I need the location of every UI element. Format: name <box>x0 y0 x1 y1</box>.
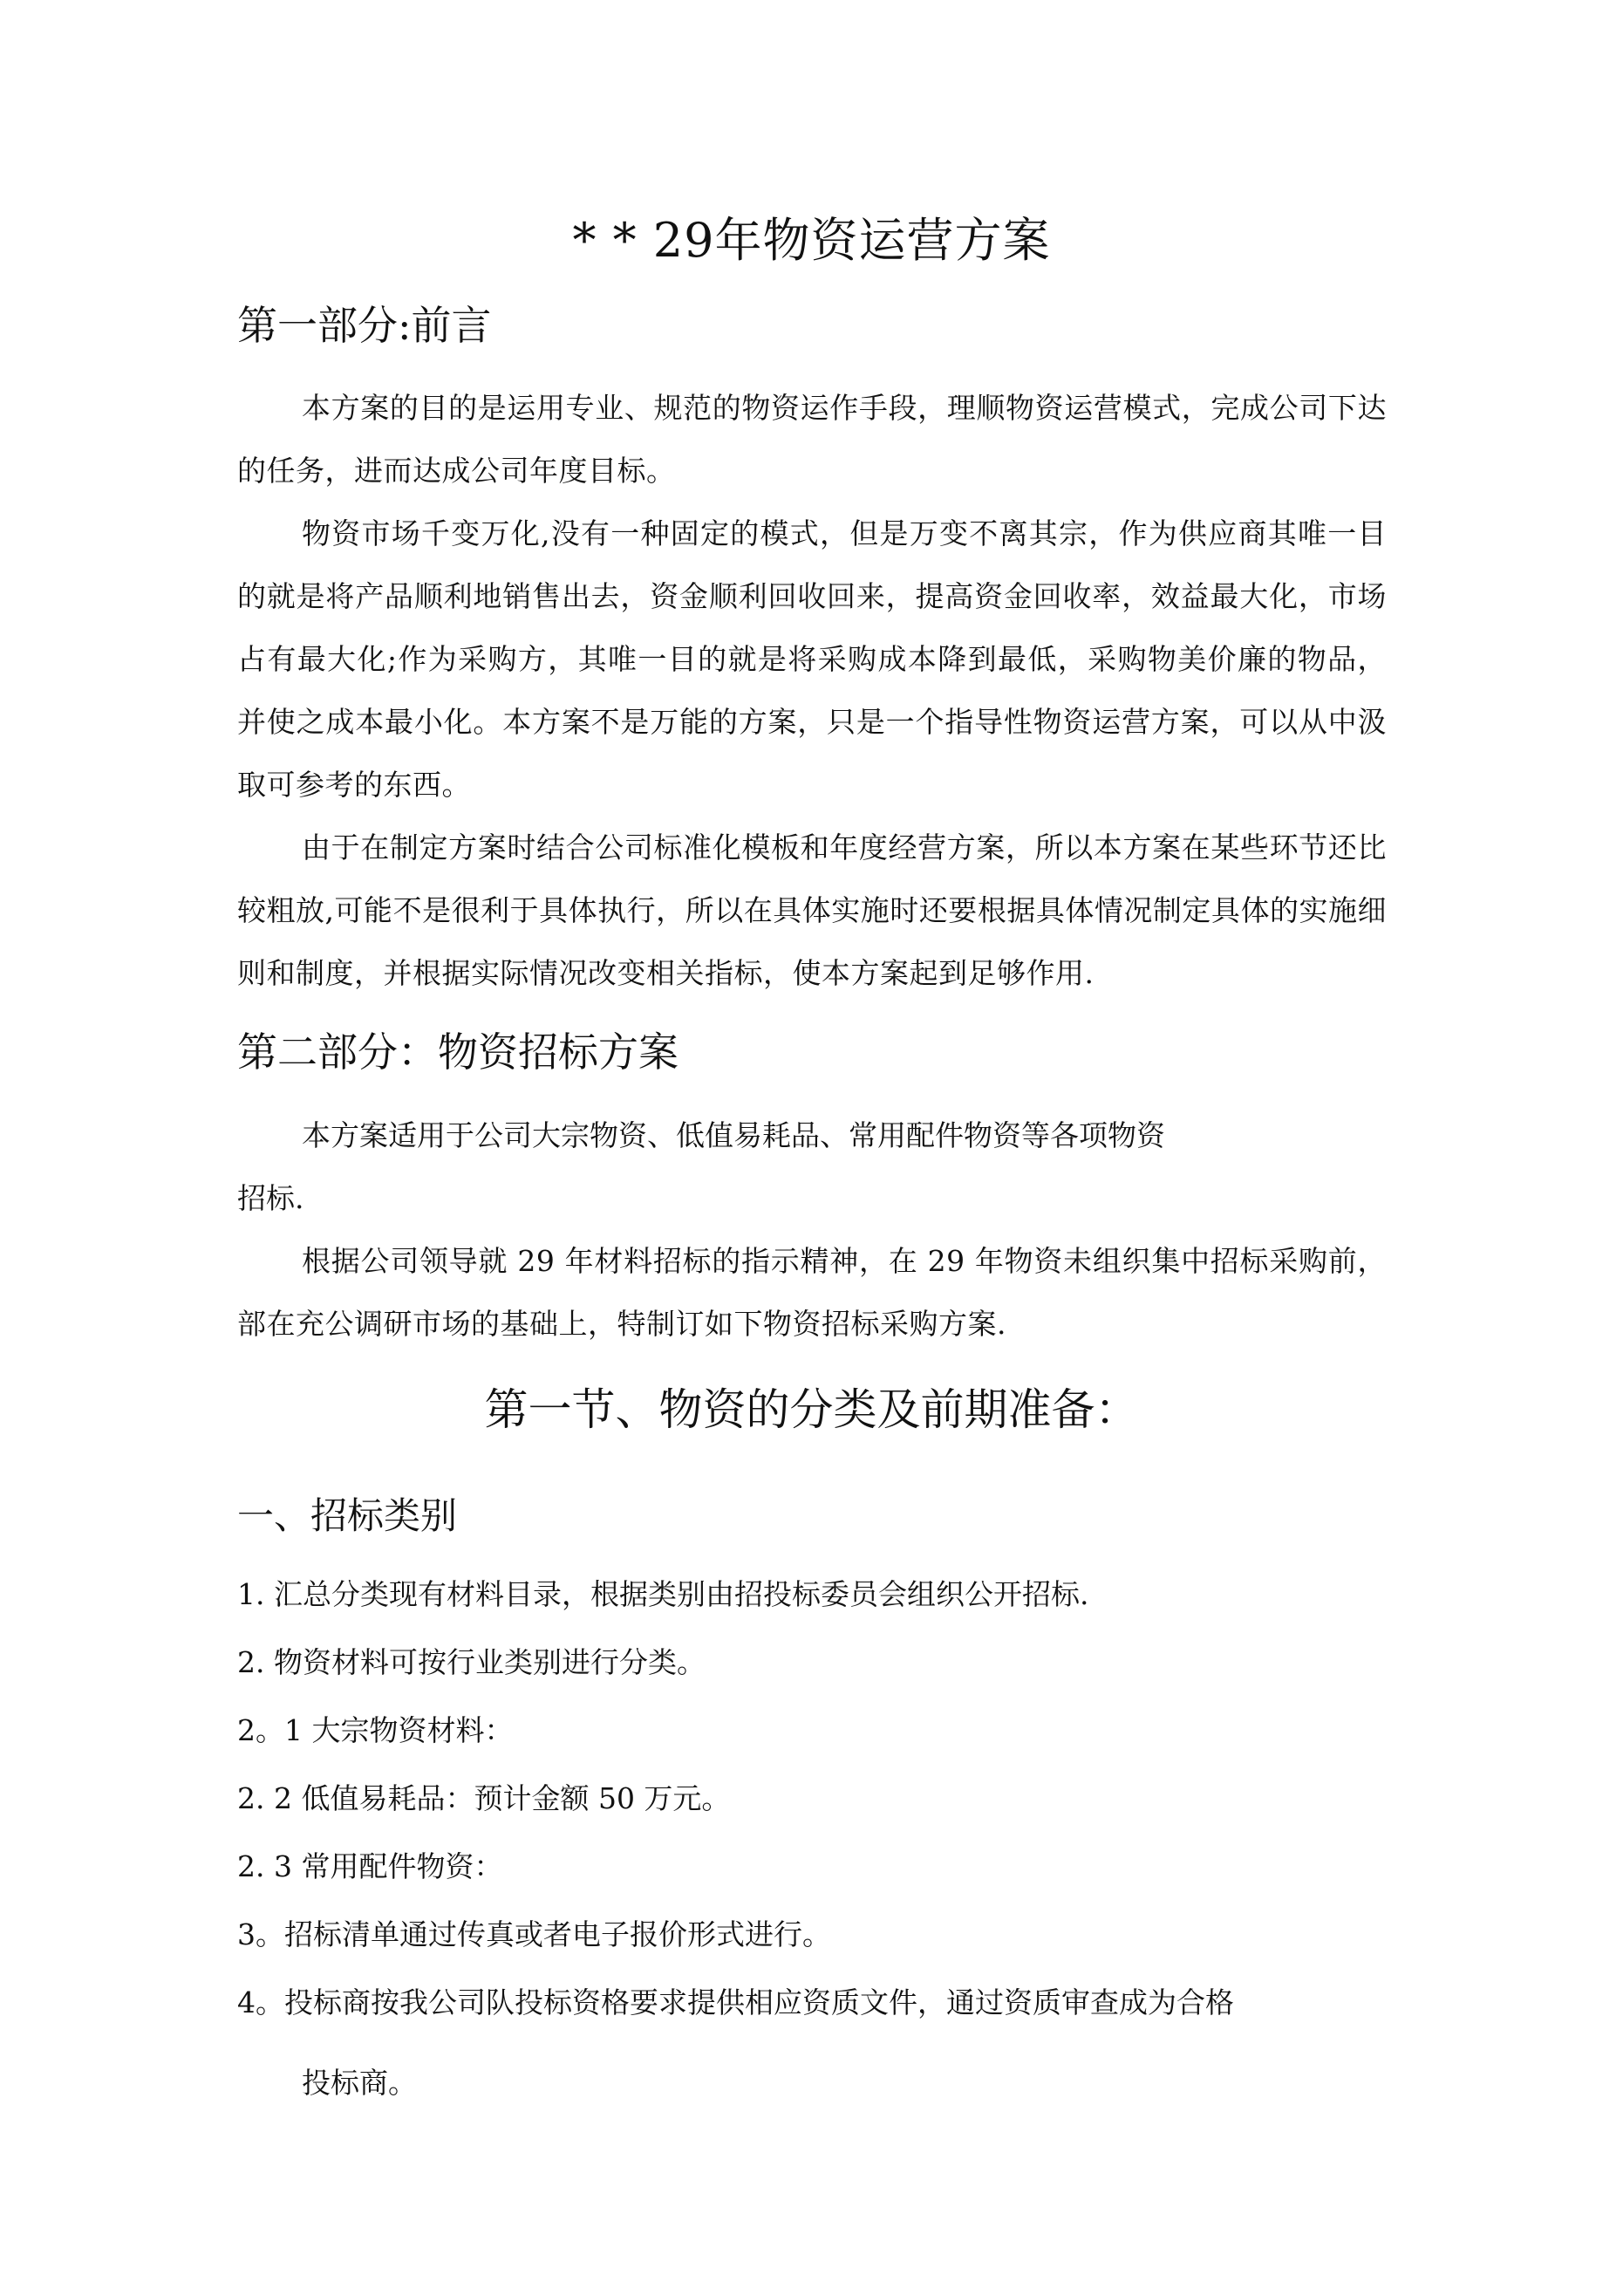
part2-heading: 第二部分：物资招标方案 <box>237 1028 679 1076</box>
section1-heading: 第一节、物资的分类及前期准备： <box>484 1384 1139 1435</box>
part2-scope-line-1: 本方案适用于公司大宗物资、低值易耗品、常用配件物资等各项物资 <box>302 1118 1165 1152</box>
section1-subheading: 一、招标类别 <box>237 1494 458 1537</box>
list-item: 2. 物资材料可按行业类别进行分类。 <box>237 1645 706 1679</box>
part1-paragraph-2: 物资市场千变万化,没有一种固定的模式，但是万变不离其宗，作为供应商其唯一目的就是将产品顺利地销售出去，资金顺利回收回来，提高资金回收率，效益最大化，市场占有最大化;作为采购方，其唯一目的就是将采购成本降到最低，采购物美价廉的物品，并使之成本最小化。本方案不是万能的方案，只是一个指导性物资运营方案，可以从中汲取可参考的东西。 <box>237 516 1387 802</box>
part1-paragraph-1: 本方案的目的是运用专业、规范的物资运作手段，理顺物资运营模式，完成公司下达的任务，进而达成公司年度目标。 <box>237 391 1387 488</box>
list-item: 2. 2 低值易耗品：预计金额 50 万元。 <box>237 1781 731 1815</box>
part1-heading: 第一部分:前言 <box>237 302 492 349</box>
document-title: * * 29年物资运营方案 <box>572 213 1051 268</box>
part1-paragraph-3: 由于在制定方案时结合公司标准化模板和年度经营方案，所以本方案在某些环节还比较粗放,可能不是很利于具体执行，所以在具体实施时还要根据具体情况制定具体的实施细则和制度，并根据实际情况改变相关指标，使本方案起到足够作用. <box>237 830 1387 990</box>
list-item: 2. 3 常用配件物资： <box>237 1849 503 1883</box>
list-item: 1. 汇总分类现有材料目录，根据类别由招投标委员会组织公开招标. <box>237 1577 1089 1611</box>
list-item-continuation: 投标商。 <box>302 2066 417 2100</box>
part2-scope-line-2: 招标. <box>237 1181 304 1215</box>
part2-paragraph: 根据公司领导就 29 年材料招标的指示精神，在 29 年物资未组织集中招标采购前，部在充公调研市场的基础上，特制订如下物资招标采购方案. <box>237 1244 1387 1341</box>
list-item: 4。投标商按我公司队投标资格要求提供相应资质文件，通过资质审查成为合格 <box>237 1985 1234 2019</box>
list-item: 2。1 大宗物资材料： <box>237 1713 514 1747</box>
list-item: 3。招标清单通过传真或者电子报价形式进行。 <box>237 1917 831 1951</box>
